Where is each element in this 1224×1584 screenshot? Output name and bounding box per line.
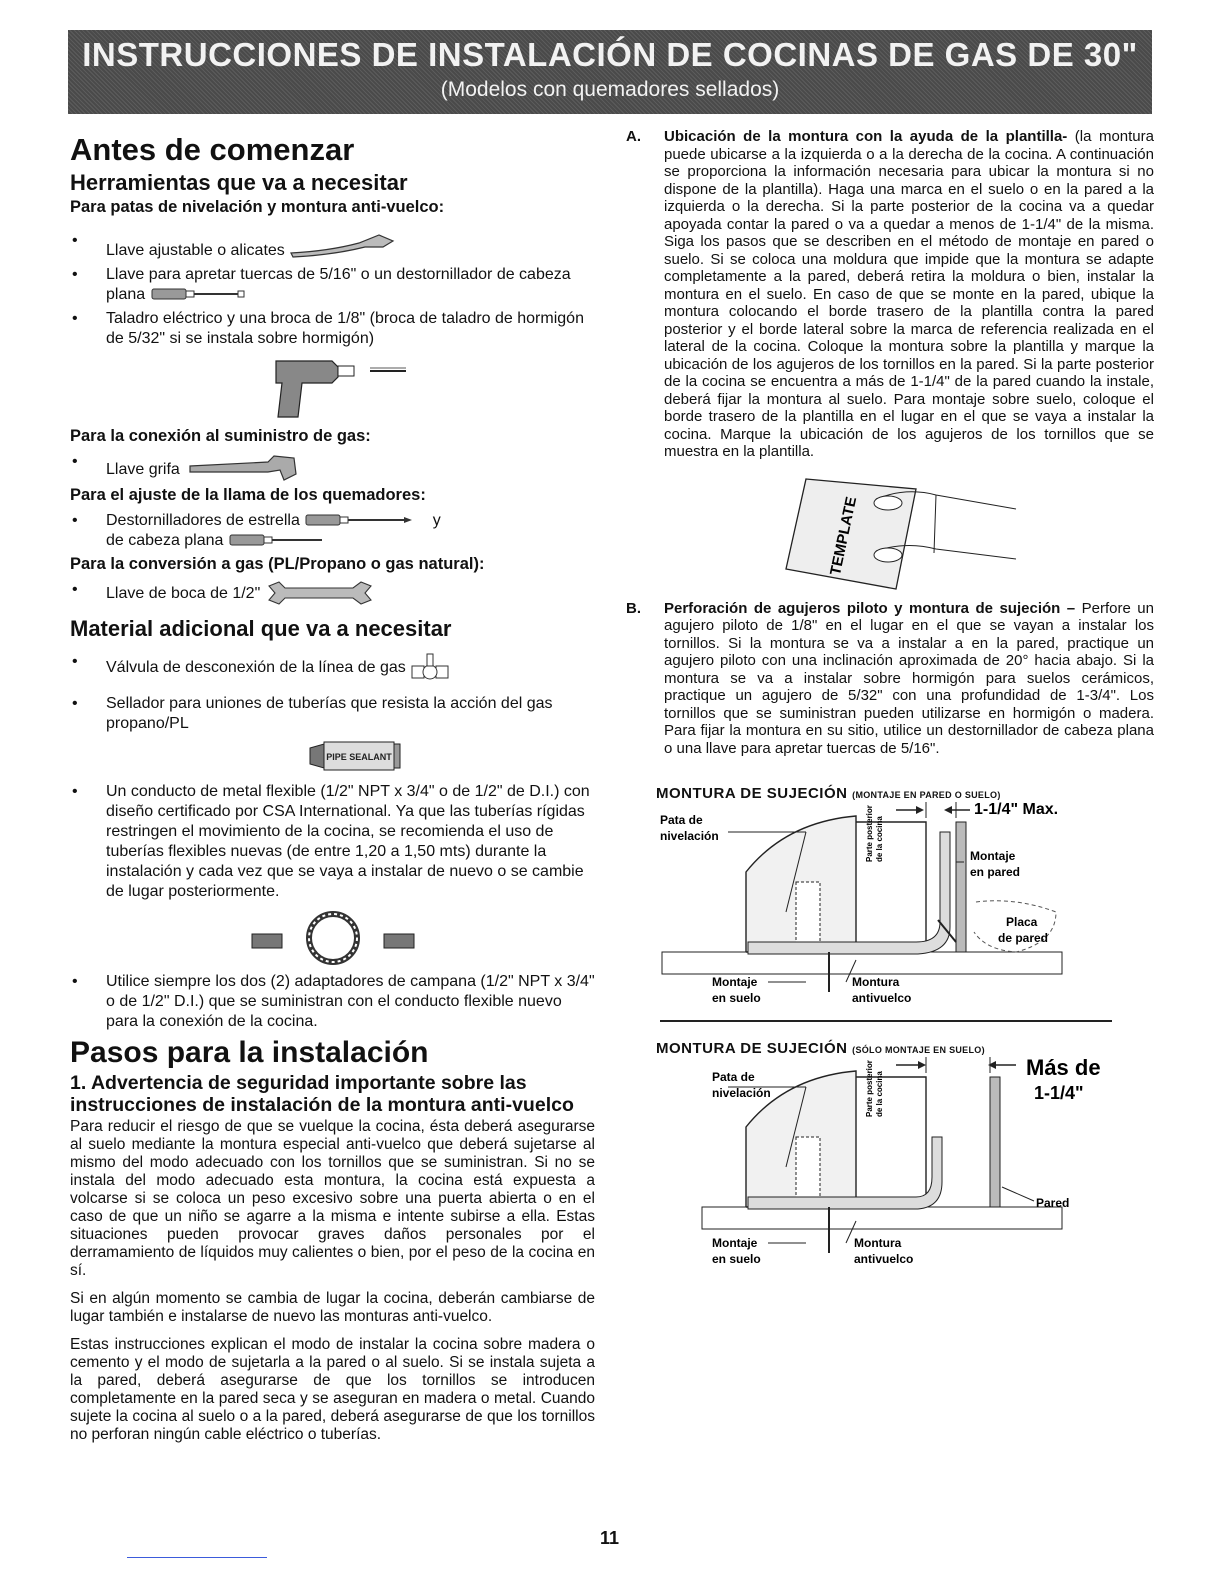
figure-floor-only: [656, 1040, 1126, 1287]
page-title: INSTRUCCIONES DE INSTALACIÓN DE COCINAS DE GAS DE 30": [82, 36, 1138, 73]
pipe-wrench-icon: [184, 452, 304, 482]
list-item: • Un conducto de metal flexible (1/2" NPT x 3/4" o de 1/2" de D.I.) con diseño certificado por CSA International. Ya que las tuberías rígidas restringen el movimiento de la cocina, se recomienda el uso de tuberías flexibles nuevas (de entre 1,20 a 1,50 mts) durante la instalación y cada vez que se vaya a instalar de nuevo o se cambie de lugar posteriormente.: [70, 782, 595, 902]
list-item: • Llave para apretar tuercas de 5/16" o un destornillador de cabeza plana: [70, 265, 595, 305]
fig2-floor-mount-2: en suelo: [712, 1252, 761, 1266]
drill-icon: [258, 353, 408, 423]
fig1-wall-mount-1: Montaje: [970, 849, 1016, 863]
header-banner: [68, 30, 1152, 114]
fig1-floor-mount-2: en suelo: [712, 991, 761, 1005]
tools-heading: Herramientas que va a necesitar: [70, 170, 408, 195]
right-column: [626, 128, 1154, 1287]
fig1-bracket-1: Montura: [852, 975, 900, 989]
figure1-diagram: [656, 802, 1126, 1012]
figure2-note: (SÓLO MONTAJE EN SUELO): [852, 1045, 985, 1055]
step1-paragraph-2: Si en algún momento se cambia de lugar la cocina, deberán cambiarse de lugar también e instalarse de nuevo las monturas anti-vuelco.: [70, 1290, 595, 1325]
phillips-screwdriver-icon: [304, 512, 414, 528]
list-item: • Llave grifa: [70, 452, 595, 482]
figure2-diagram: [656, 1057, 1126, 1287]
material-heading: Material adicional que va a necesitar: [70, 616, 452, 641]
fig1-back-label-2: de la cocina: [875, 816, 884, 862]
step-a-text: (la montura puede ubicarse a la izquierda o a la derecha de la cocina. A continuación se proporciona la información necesaria para ubicar la montura si no dispone de la plantilla). Haga una marca en el suelo o en la pared a la izquierda o la derecha. Si la parte posterior de la cocina va a quedar apoyada contar la pared o va a quedar a menos de 1-1/4" de la misma. Siga los pasos que se describen en el método de montaje en pared o suelo. Si se coloca una moldura que impide que la montura se adapte completamente a la pared, deberá retira la moldura o bien, instalar la montura en el suelo. En caso de que se monte en la pared, ubique la montura colocando el borde trasero de la plantilla contra la pared posterior y el borde lateral sobre la marca de referencia realizada en el lateral de la cocina. Coloque la montura sobre la plantilla y marque la ubicación de los agujeros de los tornillos en la pared. Si la parte posterior de la cocina se encuentra a más de 1-1/4" de la pared cuando la instale, deberá fijar la montura al suelo. Para montaje sobre suelo, coloque el borde trasero de la plantilla en el lugar en el que se vaya a instalar la cocina. Marque la ubicación de los agujeros de los tornillos que se muestra en la plantilla.: [664, 128, 1154, 460]
conversion-heading: Para la conversión a gas (PL/Propano o gas natural):: [70, 555, 485, 573]
flame-list: [70, 511, 595, 551]
figure1-title: MONTURA DE SUJECIÓN: [656, 785, 848, 802]
step-a: A. Ubicación de la montura con la ayuda de la plantilla- (la montura puede ubicarse a la izquierda o a la derecha de la cocina. A continuación se proporciona la información necesaria para ubicar la montura si no dispone de la plantilla). Haga una marca en el suelo o en la pared a la izquierda o la derecha. Si la parte posterior de la cocina va a quedar apoyada contar la pared o va a quedar a menos de 1-1/4" de la misma. Siga los pasos que se describen en el método de montaje en pared o suelo. Si se coloca una moldura que impide que la montura se adapte completamente a la pared, deberá retira la moldura o bien, instalar la montura en el suelo. En caso de que se monte en la pared, ubique la montura colocando el borde trasero de la plantilla contra la pared posterior y el borde lateral sobre la marca de referencia realizada en el lateral de la cocina. Coloque la montura sobre la plantilla y marque la ubicación de los agujeros de los tornillos en la pared. Si la parte posterior de la cocina se encuentra a más de 1-1/4" de la pared cuando la instale, deberá fijar la montura al suelo. Para montaje sobre suelo, coloque el borde trasero de la plantilla en el lugar en el que se vaya a instalar la cocina. Marque la ubicación de los agujeros de los tornillos que se muestra en la plantilla.: [626, 128, 1154, 460]
conversion-list: [70, 580, 595, 606]
pipe-sealant-tube-icon: [300, 738, 410, 774]
fig2-measure-2: 1-1/4": [1034, 1083, 1084, 1103]
fig1-plate-1: Placa: [1006, 915, 1038, 929]
step-a-title: Ubicación de la montura con la ayuda de la plantilla-: [664, 128, 1068, 145]
figure-divider: [660, 1020, 1112, 1022]
figure2-title: MONTURA DE SUJECIÓN: [656, 1040, 848, 1057]
pliers-icon: [289, 231, 399, 259]
list-item: • Sellador para uniones de tuberías que resista la acción del gas propano/PL: [70, 694, 595, 734]
fig2-wall: Pared: [1036, 1196, 1070, 1210]
page-subtitle: (Modelos con quemadores sellados): [440, 78, 780, 101]
section-heading-antes: Antes de comenzar: [70, 132, 355, 167]
flexible-connector-icon: [238, 906, 428, 968]
list-item: • Válvula de desconexión de la línea de gas: [70, 652, 595, 682]
fig2-leg-label-2: nivelación: [712, 1086, 771, 1100]
list-item: • Llave ajustable o alicates: [70, 231, 595, 261]
fig1-floor-mount-1: Montaje: [712, 975, 758, 989]
fig1-bracket-2: antivuelco: [852, 991, 912, 1005]
step-b-title: Perforación de agujeros piloto y montura de sujeción –: [664, 599, 1076, 617]
template-label: TEMPLATE: [826, 494, 861, 577]
gas-valve-icon: [410, 652, 450, 682]
flat-screwdriver-icon: [228, 532, 328, 548]
open-end-wrench-icon: [265, 580, 375, 606]
template-placement-illustration: [766, 469, 1026, 594]
step1-paragraph-3: Estas instrucciones explican el modo de instalar la cocina sobre madera o cemento y el modo de sujetarla a la pared o al suelo. Si se instala sujeta a la pared, deberá asegurarse de que los tornillos se introducen completamente en la pared seca y se aseguran en madera o metal. Cuando sujete la cocina al suelo o a la pared, deberá asegurarse de que los tornillos no perforan ningún cable eléctrico o tuberías.: [70, 1336, 595, 1443]
step-b: B. Perforación de agujeros piloto y montura de sujeción – Perfore un agujero piloto de 1/8" en el lugar en el que se vayan a instalar los tornillos. Si la montura se va a instalar a en la pared, practique un agujero piloto con una inclinación aproximada de 20° hacia abajo. Si la montura se va a instalar sobre hormigón para suelos cerámicos, practique un agujero de 5/32" con una profundidad de 1-3/4". Los tornillos que se suministran pueden utilizarse en hormigón o madera. Para fijar la montura en su sitio, utilice un destornillador de cabeza plana o una llave para apretar tuercas de 5/16".: [626, 599, 1154, 757]
sealant-label: PIPE SEALANT: [326, 752, 392, 762]
fig1-plate-2: de pared: [998, 931, 1049, 945]
fig2-measure-1: Más de: [1026, 1057, 1101, 1080]
leveling-heading: Para patas de nivelación y montura anti-vuelco:: [70, 198, 445, 216]
gas-connection-heading: Para la conexión al suministro de gas:: [70, 427, 371, 445]
fig2-bracket-2: antivuelco: [854, 1252, 914, 1266]
list-item: • Taladro eléctrico y una broca de 1/8" (broca de taladro de hormigón de 5/32" si se instala sobre hormigón): [70, 309, 595, 349]
step-b-text: Perfore un agujero piloto de 1/8" en el lugar en el que se vayan a instalar los tornillos. Si la montura se va a instalar a en la pared, practique un agujero piloto con una inclinación aproximada de 20° hacia abajo. Si la montura se va a instalar sobre hormigón para suelos cerámicos, practique un agujero de 5/32" con una profundidad de 1-3/4". Los tornillos que se suministran pueden utilizarse en hormigón o madera. Para fijar la montura en su sitio, utilice un destornillador de cabeza plana o una llave para apretar tuercas de 5/16".: [664, 599, 1154, 757]
fig2-back-label-1: Parte posterior: [865, 1060, 874, 1117]
fig1-wall-mount-2: en pared: [970, 865, 1021, 879]
gas-list: [70, 452, 595, 482]
fig1-leg-label-1: Pata de: [660, 813, 703, 827]
figure-wall-or-floor: [656, 785, 1126, 1022]
step1-paragraph-1: Para reducir el riesgo de que se vuelque la cocina, ésta deberá asegurarse al suelo mediante la montura especial anti-vuelco que deberá sujetarse al mismo del modo adecuado con los tornillos que se suministran. Si no se instala del modo adecuado esta montura, la cocina está expuesta a volcarse si se coloca un peso excesivo sobre una puerta abierta o en el caso de que un niño se agarre a la misma e intente subirse a ella. Estas situaciones pueden provocar graves daños personales por el derramamiento de líquidos muy calientes o bien, por el peso de la cocina en sí.: [70, 1118, 595, 1279]
fig2-bracket-1: Montura: [854, 1236, 902, 1250]
list-item: • Destornilladores de estrella y de cabeza plana: [70, 511, 595, 551]
fig1-back-label-1: Parte posterior: [865, 805, 874, 862]
footer-line: [127, 1557, 267, 1558]
leveling-list: [70, 231, 595, 349]
fig2-floor-mount-1: Montaje: [712, 1236, 758, 1250]
fig2-back-label-2: de la cocina: [875, 1071, 884, 1117]
list-item: • Utilice siempre los dos (2) adaptadores de campana (1/2" NPT x 3/4" o de 1/2" D.I.) que se suministran con el conducto flexible nuevo para la conexión de la cocina.: [70, 972, 595, 1032]
fig1-leg-label-2: nivelación: [660, 829, 719, 843]
figure1-note: (MONTAJE EN PARED O SUELO): [852, 790, 1001, 800]
material-list: [70, 652, 595, 734]
material-list-3: [70, 972, 595, 1032]
steps-heading: Pasos para la instalación: [70, 1036, 429, 1069]
flame-heading: Para el ajuste de la llama de los quemadores:: [70, 486, 426, 504]
list-item: • Llave de boca de 1/2": [70, 580, 595, 606]
material-list-2: [70, 782, 595, 902]
flat-screwdriver-icon: [150, 286, 250, 302]
page-number: 11: [600, 1528, 620, 1548]
fig2-leg-label-1: Pata de: [712, 1070, 755, 1084]
left-column: [70, 128, 595, 1454]
step1-heading: 1. Advertencia de seguridad importante sobre las instrucciones de instalación de la montura anti-vuelco: [70, 1072, 574, 1116]
fig1-measure: 1-1/4" Max.: [974, 802, 1059, 818]
